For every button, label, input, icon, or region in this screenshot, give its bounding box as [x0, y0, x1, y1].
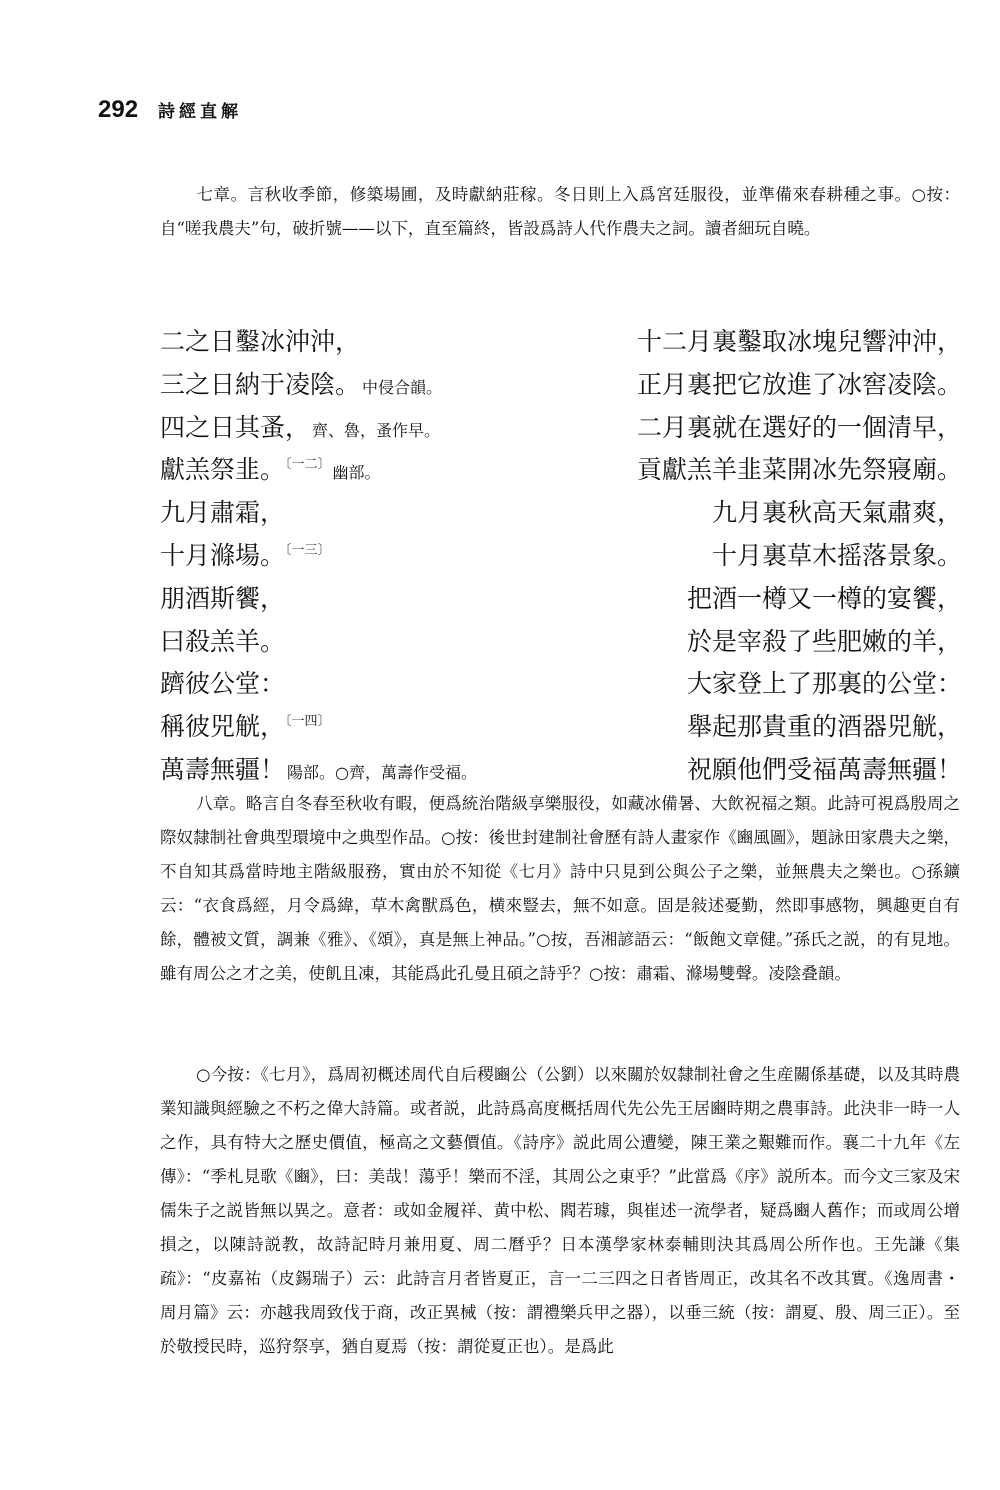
chapter-8-commentary: [160, 787, 960, 991]
footnote-ref: 〔一二〕: [285, 457, 331, 473]
poem-line: [160, 493, 962, 536]
final-commentary: [160, 1058, 960, 1364]
poem-original-line: 朋酒斯饗，: [160, 583, 286, 613]
chapter-7-text: 七章。言秋收季節，修築場圃，及時獻納莊稼。冬日則上入爲宮廷服役，並準備來春耕種之事。○按：自“嗟我農夫”句，破折號——以下，直至篇終，皆設爲詩人代作農夫之詞。讀者細玩自曉。: [160, 185, 960, 238]
chapter-7-commentary: [160, 178, 960, 246]
poem-line: [160, 536, 962, 579]
poem-line: [160, 322, 962, 365]
poem-translation-line: 祝願他們受福萬壽無疆！: [686, 754, 962, 784]
poem-block: [160, 322, 962, 793]
poem-original-line: 十月滌場。$^{〔一三〕}$: [160, 540, 331, 570]
poem-translation-line: 二月裏就在選好的一個清早，: [636, 412, 962, 442]
poem-original-line: 二之日鑿冰沖沖，: [160, 327, 361, 356]
poem-line: [160, 579, 962, 622]
footnote-ref: 〔一三〕: [285, 542, 331, 558]
final-commentary-text: ○今按：《七月》，爲周初概述周代自后稷豳公（公劉）以來關於奴隸制社會之生産關係基礎，以及其時農業知識與經驗之不朽之偉大詩篇。或者説，此詩爲高度概括周代先公先王居豳時期之農事詩。此決非一時一人之作，具有特大之歷史價值，極高之文藝價值。《詩序》説此周公遭變，陳王業之艱難而作。襄二十九年《左傳》：“季札見歌《豳》，曰：美哉！蕩乎！樂而不淫，其周公之東乎？”此當爲《序》説所本。而今文三家及宋儒朱子之説皆無以異之。意者：或如金履祥、黄中松、閻若璩，與崔述一流學者，疑爲豳人舊作；而或周公增損之，以陳詩説教，故詩記時月兼用夏、周二曆乎？日本漢學家林泰輔則決其爲周公所作也。王先謙《集疏》：“皮嘉祐（皮錫瑞子）云：此詩言月者皆夏正，言一二三四之日者皆周正，改其名不改其實。《逸周書・周月篇》云：亦越我周致伐于商，改正異械（按：謂禮樂兵甲之器），以垂三統（按：謂夏、殷、周三正）。至於敬授民時，巡狩祭享，猶自夏焉（按：謂從夏正也）。是爲此: [160, 1065, 960, 1356]
variant-note: 齊、魯，蚤作早。: [312, 420, 441, 440]
page-header: [98, 96, 242, 136]
poem-original-line: 三之日納于凌陰。 中侵合韻。: [160, 369, 443, 399]
poem-translation-line: 於是宰殺了些肥嫩的羊，: [686, 626, 962, 656]
poem-translation-line: 十二月裏鑿取冰塊兒響沖沖，: [636, 327, 962, 356]
poem-translation-line: 舉起那貴重的酒器兕觥，: [686, 712, 962, 742]
poem-translation-line: 十月裏草木摇落景象。: [711, 540, 962, 570]
poem-translation-line: 九月裏秋高天氣肅爽，: [711, 498, 962, 528]
poem-translation-line: 正月裏把它放進了冰窖凌陰。: [636, 369, 962, 399]
poem-original-line: 躋彼公堂：: [160, 669, 286, 699]
poem-translation-line: 大家登上了那裏的公堂：: [686, 669, 962, 699]
poem-line: [160, 450, 962, 493]
poem-original-line: 萬壽無疆！ 陽部。○齊，萬壽作受福。: [160, 754, 477, 784]
poem-line: [160, 622, 962, 665]
poem-line: [160, 365, 962, 408]
poem-original-line: 稱彼兕觥，$^{〔一四〕}$: [160, 712, 331, 742]
poem-translation-line: 把酒一樽又一樽的宴饗，: [686, 583, 962, 613]
footnote-ref: 〔一四〕: [285, 714, 331, 730]
poem-original-line: 獻羔祭韭。$^{〔一二〕}$ 幽部。: [160, 455, 381, 485]
chapter-8-text: 八章。略言自冬春至秋收有暇，便爲統治階級享樂服役，如藏冰備暑、大飲祝福之類。此詩可視爲殷周之際奴隸制社會典型環境中之典型作品。○按：後世封建制社會歷有詩人畫家作《豳風圖》，題詠田家農夫之樂，不自知其爲當時地主階級服務，實由於不知從《七月》詩中只見到公與公子之樂，並無農夫之樂也。○孫鑛云：“衣食爲經，月令爲緯，草木禽獸爲色，横來豎去，無不如意。固是敍述憂勤，然即事感物，興趣更自有餘，體被文質，調兼《雅》、《頌》，真是無上神品。”○按，吾湘諺語云：“飯飽文章健。”孫氏之説，的有見地。雖有周公之才之美，使飢且凍，其能爲此孔曼且碩之詩乎？○按：肅霜、滌場雙聲。凌陰叠韻。: [160, 794, 960, 983]
poem-original-line: 曰殺羔羊。: [160, 626, 286, 656]
poem-translation-line: 貢獻羔羊韭菜開冰先祭寢廟。: [636, 455, 962, 485]
book-title: 詩經直解: [158, 102, 243, 122]
poem-original-line: 九月肅霜，: [160, 498, 286, 528]
rhyme-note: 幽部。: [332, 463, 381, 483]
poem-original-line: 四之日其蚤， 齊、魯，蚤作早。: [160, 412, 441, 442]
poem-line: [160, 408, 962, 451]
rhyme-note: 中侵合韻。: [362, 377, 443, 397]
poem-line: [160, 707, 962, 750]
rhyme-note: 陽部。○齊，萬壽作受福。: [287, 762, 477, 782]
page-number: 292: [98, 96, 139, 123]
poem-line: [160, 664, 962, 707]
